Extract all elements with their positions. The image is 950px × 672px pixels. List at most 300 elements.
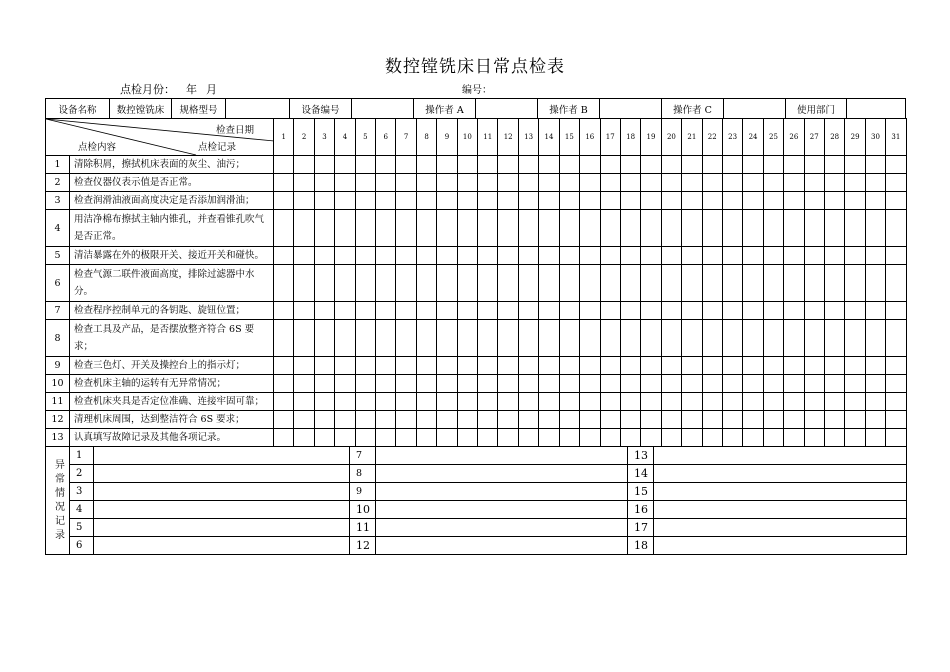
check-cell[interactable] bbox=[845, 393, 865, 411]
check-cell[interactable] bbox=[518, 357, 538, 375]
check-cell[interactable] bbox=[314, 210, 334, 247]
check-cell[interactable] bbox=[437, 174, 457, 192]
check-cell[interactable] bbox=[416, 265, 436, 302]
check-cell[interactable] bbox=[886, 393, 906, 411]
check-cell[interactable] bbox=[559, 411, 579, 429]
check-cell[interactable] bbox=[743, 247, 763, 265]
check-cell[interactable] bbox=[498, 156, 518, 174]
check-cell[interactable] bbox=[722, 192, 742, 210]
check-cell[interactable] bbox=[335, 320, 355, 357]
check-cell[interactable] bbox=[518, 156, 538, 174]
check-cell[interactable] bbox=[620, 265, 640, 302]
check-cell[interactable] bbox=[804, 302, 824, 320]
check-cell[interactable] bbox=[274, 393, 294, 411]
check-cell[interactable] bbox=[376, 174, 396, 192]
check-cell[interactable] bbox=[702, 393, 722, 411]
check-cell[interactable] bbox=[559, 429, 579, 447]
check-cell[interactable] bbox=[335, 393, 355, 411]
check-cell[interactable] bbox=[824, 156, 844, 174]
check-cell[interactable] bbox=[743, 156, 763, 174]
check-cell[interactable] bbox=[661, 174, 681, 192]
check-cell[interactable] bbox=[804, 192, 824, 210]
check-cell[interactable] bbox=[620, 174, 640, 192]
check-cell[interactable] bbox=[294, 156, 314, 174]
check-cell[interactable] bbox=[824, 210, 844, 247]
abnormal-entry[interactable] bbox=[94, 483, 350, 501]
abnormal-entry[interactable] bbox=[654, 465, 907, 483]
check-cell[interactable] bbox=[314, 247, 334, 265]
check-cell[interactable] bbox=[580, 357, 600, 375]
check-cell[interactable] bbox=[620, 192, 640, 210]
check-cell[interactable] bbox=[457, 393, 477, 411]
check-cell[interactable] bbox=[661, 429, 681, 447]
check-cell[interactable] bbox=[641, 411, 661, 429]
check-cell[interactable] bbox=[600, 393, 620, 411]
check-cell[interactable] bbox=[784, 210, 804, 247]
check-cell[interactable] bbox=[274, 174, 294, 192]
check-cell[interactable] bbox=[722, 393, 742, 411]
check-cell[interactable] bbox=[376, 357, 396, 375]
check-cell[interactable] bbox=[682, 302, 702, 320]
check-cell[interactable] bbox=[294, 174, 314, 192]
check-cell[interactable] bbox=[722, 210, 742, 247]
equip-no-value[interactable] bbox=[352, 99, 414, 119]
abnormal-entry[interactable] bbox=[654, 447, 907, 465]
check-cell[interactable] bbox=[600, 320, 620, 357]
check-cell[interactable] bbox=[722, 302, 742, 320]
check-cell[interactable] bbox=[274, 210, 294, 247]
check-cell[interactable] bbox=[661, 375, 681, 393]
check-cell[interactable] bbox=[376, 411, 396, 429]
check-cell[interactable] bbox=[743, 320, 763, 357]
check-cell[interactable] bbox=[886, 192, 906, 210]
check-cell[interactable] bbox=[376, 265, 396, 302]
check-cell[interactable] bbox=[682, 192, 702, 210]
check-cell[interactable] bbox=[784, 247, 804, 265]
check-cell[interactable] bbox=[702, 320, 722, 357]
check-cell[interactable] bbox=[274, 302, 294, 320]
check-cell[interactable] bbox=[355, 192, 375, 210]
check-cell[interactable] bbox=[804, 429, 824, 447]
check-cell[interactable] bbox=[580, 375, 600, 393]
check-cell[interactable] bbox=[437, 357, 457, 375]
check-cell[interactable] bbox=[824, 320, 844, 357]
check-cell[interactable] bbox=[763, 247, 783, 265]
check-cell[interactable] bbox=[722, 174, 742, 192]
check-cell[interactable] bbox=[294, 357, 314, 375]
abnormal-entry[interactable] bbox=[376, 501, 628, 519]
check-cell[interactable] bbox=[682, 156, 702, 174]
check-cell[interactable] bbox=[886, 265, 906, 302]
check-cell[interactable] bbox=[702, 192, 722, 210]
check-cell[interactable] bbox=[682, 393, 702, 411]
check-cell[interactable] bbox=[518, 174, 538, 192]
check-cell[interactable] bbox=[539, 247, 559, 265]
check-cell[interactable] bbox=[294, 247, 314, 265]
check-cell[interactable] bbox=[580, 156, 600, 174]
check-cell[interactable] bbox=[437, 429, 457, 447]
dept-value[interactable] bbox=[847, 99, 906, 119]
check-cell[interactable] bbox=[559, 210, 579, 247]
check-cell[interactable] bbox=[763, 393, 783, 411]
abnormal-entry[interactable] bbox=[376, 465, 628, 483]
check-cell[interactable] bbox=[722, 247, 742, 265]
check-cell[interactable] bbox=[702, 411, 722, 429]
check-cell[interactable] bbox=[539, 302, 559, 320]
check-cell[interactable] bbox=[743, 411, 763, 429]
check-cell[interactable] bbox=[845, 210, 865, 247]
check-cell[interactable] bbox=[824, 357, 844, 375]
check-cell[interactable] bbox=[416, 210, 436, 247]
check-cell[interactable] bbox=[376, 192, 396, 210]
check-cell[interactable] bbox=[661, 192, 681, 210]
check-cell[interactable] bbox=[518, 320, 538, 357]
check-cell[interactable] bbox=[457, 357, 477, 375]
check-cell[interactable] bbox=[294, 210, 314, 247]
check-cell[interactable] bbox=[620, 210, 640, 247]
check-cell[interactable] bbox=[498, 375, 518, 393]
check-cell[interactable] bbox=[314, 320, 334, 357]
check-cell[interactable] bbox=[294, 192, 314, 210]
check-cell[interactable] bbox=[478, 210, 498, 247]
check-cell[interactable] bbox=[620, 393, 640, 411]
check-cell[interactable] bbox=[437, 302, 457, 320]
check-cell[interactable] bbox=[763, 375, 783, 393]
abnormal-entry[interactable] bbox=[376, 537, 628, 555]
check-cell[interactable] bbox=[865, 320, 885, 357]
check-cell[interactable] bbox=[824, 265, 844, 302]
check-cell[interactable] bbox=[518, 265, 538, 302]
check-cell[interactable] bbox=[478, 174, 498, 192]
check-cell[interactable] bbox=[478, 393, 498, 411]
check-cell[interactable] bbox=[539, 174, 559, 192]
check-cell[interactable] bbox=[824, 411, 844, 429]
check-cell[interactable] bbox=[355, 429, 375, 447]
check-cell[interactable] bbox=[661, 265, 681, 302]
check-cell[interactable] bbox=[518, 375, 538, 393]
check-cell[interactable] bbox=[376, 156, 396, 174]
check-cell[interactable] bbox=[763, 210, 783, 247]
check-cell[interactable] bbox=[294, 411, 314, 429]
check-cell[interactable] bbox=[539, 320, 559, 357]
check-cell[interactable] bbox=[824, 375, 844, 393]
abnormal-entry[interactable] bbox=[654, 537, 907, 555]
check-cell[interactable] bbox=[743, 174, 763, 192]
check-cell[interactable] bbox=[824, 192, 844, 210]
check-cell[interactable] bbox=[498, 210, 518, 247]
check-cell[interactable] bbox=[784, 411, 804, 429]
check-cell[interactable] bbox=[396, 375, 416, 393]
check-cell[interactable] bbox=[478, 192, 498, 210]
check-cell[interactable] bbox=[559, 174, 579, 192]
check-cell[interactable] bbox=[416, 375, 436, 393]
check-cell[interactable] bbox=[416, 247, 436, 265]
check-cell[interactable] bbox=[743, 265, 763, 302]
check-cell[interactable] bbox=[518, 302, 538, 320]
check-cell[interactable] bbox=[804, 357, 824, 375]
check-cell[interactable] bbox=[722, 156, 742, 174]
check-cell[interactable] bbox=[682, 320, 702, 357]
check-cell[interactable] bbox=[396, 192, 416, 210]
operator-c-value[interactable] bbox=[724, 99, 786, 119]
check-cell[interactable] bbox=[641, 265, 661, 302]
check-cell[interactable] bbox=[620, 357, 640, 375]
check-cell[interactable] bbox=[580, 393, 600, 411]
check-cell[interactable] bbox=[600, 265, 620, 302]
abnormal-entry[interactable] bbox=[376, 483, 628, 501]
check-cell[interactable] bbox=[845, 174, 865, 192]
check-cell[interactable] bbox=[763, 320, 783, 357]
check-cell[interactable] bbox=[457, 192, 477, 210]
check-cell[interactable] bbox=[335, 156, 355, 174]
check-cell[interactable] bbox=[865, 375, 885, 393]
check-cell[interactable] bbox=[457, 265, 477, 302]
check-cell[interactable] bbox=[722, 411, 742, 429]
check-cell[interactable] bbox=[641, 302, 661, 320]
check-cell[interactable] bbox=[314, 265, 334, 302]
check-cell[interactable] bbox=[620, 320, 640, 357]
check-cell[interactable] bbox=[641, 429, 661, 447]
check-cell[interactable] bbox=[274, 156, 294, 174]
check-cell[interactable] bbox=[396, 210, 416, 247]
check-cell[interactable] bbox=[620, 156, 640, 174]
check-cell[interactable] bbox=[478, 320, 498, 357]
check-cell[interactable] bbox=[620, 375, 640, 393]
check-cell[interactable] bbox=[845, 192, 865, 210]
model-value[interactable] bbox=[226, 99, 290, 119]
check-cell[interactable] bbox=[702, 429, 722, 447]
check-cell[interactable] bbox=[559, 393, 579, 411]
check-cell[interactable] bbox=[661, 357, 681, 375]
check-cell[interactable] bbox=[682, 411, 702, 429]
check-cell[interactable] bbox=[600, 375, 620, 393]
check-cell[interactable] bbox=[865, 302, 885, 320]
check-cell[interactable] bbox=[580, 210, 600, 247]
check-cell[interactable] bbox=[580, 174, 600, 192]
check-cell[interactable] bbox=[702, 156, 722, 174]
check-cell[interactable] bbox=[478, 357, 498, 375]
check-cell[interactable] bbox=[294, 429, 314, 447]
check-cell[interactable] bbox=[539, 357, 559, 375]
check-cell[interactable] bbox=[274, 429, 294, 447]
check-cell[interactable] bbox=[824, 302, 844, 320]
check-cell[interactable] bbox=[845, 429, 865, 447]
check-cell[interactable] bbox=[600, 156, 620, 174]
check-cell[interactable] bbox=[886, 302, 906, 320]
check-cell[interactable] bbox=[580, 302, 600, 320]
check-cell[interactable] bbox=[457, 375, 477, 393]
abnormal-entry[interactable] bbox=[654, 519, 907, 537]
check-cell[interactable] bbox=[498, 357, 518, 375]
check-cell[interactable] bbox=[580, 247, 600, 265]
check-cell[interactable] bbox=[824, 393, 844, 411]
check-cell[interactable] bbox=[335, 357, 355, 375]
check-cell[interactable] bbox=[784, 174, 804, 192]
check-cell[interactable] bbox=[743, 210, 763, 247]
abnormal-entry[interactable] bbox=[94, 537, 350, 555]
check-cell[interactable] bbox=[600, 429, 620, 447]
check-cell[interactable] bbox=[274, 411, 294, 429]
check-cell[interactable] bbox=[559, 265, 579, 302]
check-cell[interactable] bbox=[518, 429, 538, 447]
check-cell[interactable] bbox=[437, 156, 457, 174]
check-cell[interactable] bbox=[641, 375, 661, 393]
check-cell[interactable] bbox=[620, 247, 640, 265]
check-cell[interactable] bbox=[865, 192, 885, 210]
check-cell[interactable] bbox=[661, 210, 681, 247]
check-cell[interactable] bbox=[559, 320, 579, 357]
check-cell[interactable] bbox=[376, 247, 396, 265]
check-cell[interactable] bbox=[376, 320, 396, 357]
check-cell[interactable] bbox=[314, 357, 334, 375]
abnormal-entry[interactable] bbox=[654, 483, 907, 501]
check-cell[interactable] bbox=[600, 210, 620, 247]
check-cell[interactable] bbox=[886, 210, 906, 247]
check-cell[interactable] bbox=[559, 375, 579, 393]
operator-b-value[interactable] bbox=[600, 99, 662, 119]
check-cell[interactable] bbox=[335, 429, 355, 447]
check-cell[interactable] bbox=[661, 320, 681, 357]
check-cell[interactable] bbox=[641, 393, 661, 411]
check-cell[interactable] bbox=[437, 265, 457, 302]
check-cell[interactable] bbox=[763, 156, 783, 174]
check-cell[interactable] bbox=[580, 265, 600, 302]
check-cell[interactable] bbox=[824, 429, 844, 447]
check-cell[interactable] bbox=[600, 411, 620, 429]
check-cell[interactable] bbox=[845, 320, 865, 357]
check-cell[interactable] bbox=[784, 265, 804, 302]
check-cell[interactable] bbox=[743, 429, 763, 447]
check-cell[interactable] bbox=[865, 156, 885, 174]
check-cell[interactable] bbox=[702, 174, 722, 192]
check-cell[interactable] bbox=[396, 265, 416, 302]
check-cell[interactable] bbox=[865, 393, 885, 411]
check-cell[interactable] bbox=[518, 247, 538, 265]
check-cell[interactable] bbox=[559, 357, 579, 375]
operator-a-value[interactable] bbox=[476, 99, 538, 119]
check-cell[interactable] bbox=[498, 192, 518, 210]
check-cell[interactable] bbox=[600, 174, 620, 192]
check-cell[interactable] bbox=[437, 210, 457, 247]
check-cell[interactable] bbox=[661, 156, 681, 174]
check-cell[interactable] bbox=[784, 192, 804, 210]
check-cell[interactable] bbox=[702, 210, 722, 247]
check-cell[interactable] bbox=[396, 411, 416, 429]
check-cell[interactable] bbox=[682, 174, 702, 192]
check-cell[interactable] bbox=[845, 375, 865, 393]
check-cell[interactable] bbox=[539, 429, 559, 447]
check-cell[interactable] bbox=[784, 429, 804, 447]
check-cell[interactable] bbox=[355, 210, 375, 247]
check-cell[interactable] bbox=[437, 320, 457, 357]
check-cell[interactable] bbox=[335, 210, 355, 247]
check-cell[interactable] bbox=[682, 375, 702, 393]
check-cell[interactable] bbox=[478, 411, 498, 429]
check-cell[interactable] bbox=[498, 174, 518, 192]
check-cell[interactable] bbox=[437, 393, 457, 411]
check-cell[interactable] bbox=[559, 192, 579, 210]
check-cell[interactable] bbox=[865, 247, 885, 265]
check-cell[interactable] bbox=[743, 375, 763, 393]
check-cell[interactable] bbox=[498, 411, 518, 429]
check-cell[interactable] bbox=[416, 156, 436, 174]
check-cell[interactable] bbox=[335, 247, 355, 265]
abnormal-entry[interactable] bbox=[94, 501, 350, 519]
check-cell[interactable] bbox=[804, 375, 824, 393]
check-cell[interactable] bbox=[437, 247, 457, 265]
check-cell[interactable] bbox=[763, 174, 783, 192]
check-cell[interactable] bbox=[355, 375, 375, 393]
check-cell[interactable] bbox=[274, 192, 294, 210]
check-cell[interactable] bbox=[355, 393, 375, 411]
check-cell[interactable] bbox=[396, 247, 416, 265]
check-cell[interactable] bbox=[804, 265, 824, 302]
check-cell[interactable] bbox=[580, 411, 600, 429]
check-cell[interactable] bbox=[865, 357, 885, 375]
check-cell[interactable] bbox=[355, 357, 375, 375]
check-cell[interactable] bbox=[682, 247, 702, 265]
check-cell[interactable] bbox=[335, 265, 355, 302]
check-cell[interactable] bbox=[641, 174, 661, 192]
check-cell[interactable] bbox=[294, 265, 314, 302]
check-cell[interactable] bbox=[478, 375, 498, 393]
check-cell[interactable] bbox=[355, 320, 375, 357]
check-cell[interactable] bbox=[355, 265, 375, 302]
check-cell[interactable] bbox=[886, 156, 906, 174]
check-cell[interactable] bbox=[294, 393, 314, 411]
check-cell[interactable] bbox=[641, 357, 661, 375]
check-cell[interactable] bbox=[702, 302, 722, 320]
check-cell[interactable] bbox=[620, 429, 640, 447]
check-cell[interactable] bbox=[661, 411, 681, 429]
check-cell[interactable] bbox=[865, 265, 885, 302]
check-cell[interactable] bbox=[743, 357, 763, 375]
check-cell[interactable] bbox=[457, 320, 477, 357]
check-cell[interactable] bbox=[661, 247, 681, 265]
abnormal-entry[interactable] bbox=[376, 447, 628, 465]
check-cell[interactable] bbox=[416, 174, 436, 192]
check-cell[interactable] bbox=[416, 411, 436, 429]
check-cell[interactable] bbox=[376, 429, 396, 447]
check-cell[interactable] bbox=[498, 393, 518, 411]
check-cell[interactable] bbox=[784, 357, 804, 375]
check-cell[interactable] bbox=[314, 393, 334, 411]
check-cell[interactable] bbox=[376, 210, 396, 247]
check-cell[interactable] bbox=[376, 375, 396, 393]
check-cell[interactable] bbox=[314, 174, 334, 192]
check-cell[interactable] bbox=[722, 265, 742, 302]
check-cell[interactable] bbox=[886, 411, 906, 429]
check-cell[interactable] bbox=[294, 302, 314, 320]
check-cell[interactable] bbox=[498, 429, 518, 447]
check-cell[interactable] bbox=[437, 375, 457, 393]
abnormal-entry[interactable] bbox=[94, 519, 350, 537]
check-cell[interactable] bbox=[396, 156, 416, 174]
check-cell[interactable] bbox=[457, 156, 477, 174]
check-cell[interactable] bbox=[722, 375, 742, 393]
check-cell[interactable] bbox=[804, 174, 824, 192]
check-cell[interactable] bbox=[498, 247, 518, 265]
check-cell[interactable] bbox=[845, 357, 865, 375]
check-cell[interactable] bbox=[845, 247, 865, 265]
check-cell[interactable] bbox=[437, 411, 457, 429]
check-cell[interactable] bbox=[518, 210, 538, 247]
check-cell[interactable] bbox=[518, 192, 538, 210]
check-cell[interactable] bbox=[641, 156, 661, 174]
check-cell[interactable] bbox=[335, 192, 355, 210]
check-cell[interactable] bbox=[396, 393, 416, 411]
check-cell[interactable] bbox=[743, 393, 763, 411]
